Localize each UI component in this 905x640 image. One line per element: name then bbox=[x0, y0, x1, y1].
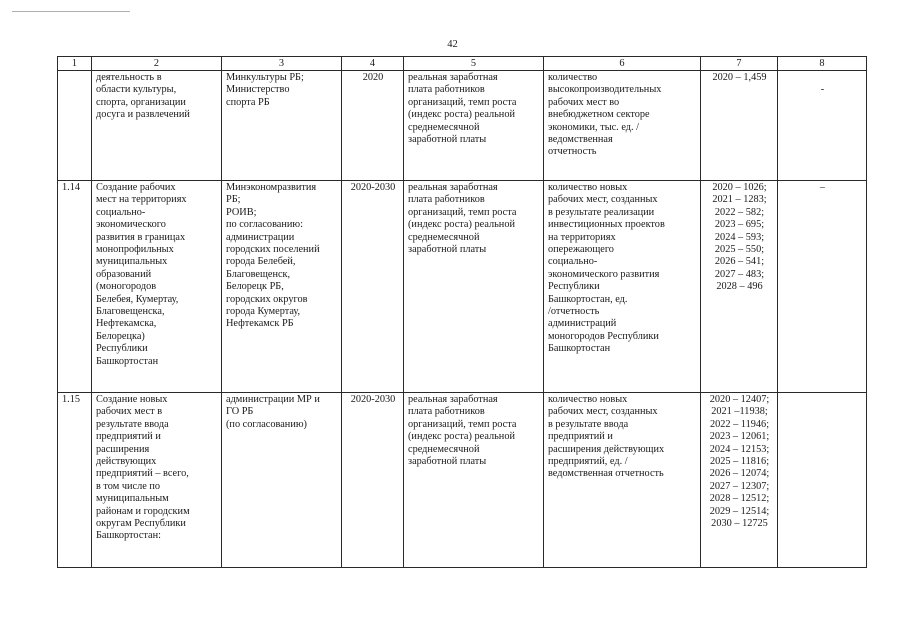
item-number-cell: 1.15 bbox=[58, 393, 92, 568]
indicator-cell-line: (индекс роста) реальной bbox=[408, 431, 515, 443]
executors-cell-line: спорта РБ bbox=[226, 96, 270, 108]
target-values-cell-line: 2021 – 1283; bbox=[712, 194, 767, 206]
measure-cell-line: Республики bbox=[548, 281, 600, 293]
executors-cell-line: города Белебей, bbox=[226, 256, 296, 268]
activity-cell-line: Нефтекамска, bbox=[96, 318, 157, 330]
indicator-cell-line: заработной платы bbox=[408, 244, 487, 256]
activity-cell-line: мест на территориях bbox=[96, 194, 187, 206]
indicator-cell-line: организаций, темп роста bbox=[408, 418, 517, 430]
executors-cell bbox=[222, 393, 342, 568]
activity-cell-line: образований bbox=[96, 268, 152, 280]
activity-cell-line: в том числе по bbox=[96, 480, 161, 492]
target-values-cell-line: 2020 – 1026; bbox=[712, 182, 767, 193]
column-header: 3 bbox=[222, 57, 342, 71]
activity-cell-line: муниципальных bbox=[96, 256, 168, 268]
target-values-cell-line: 2029 – 12514; bbox=[709, 505, 770, 517]
measure-cell-line: экономического развития bbox=[548, 268, 660, 280]
table-header-row bbox=[58, 57, 867, 71]
measure-cell-line: инвестиционных проектов bbox=[548, 219, 665, 231]
indicator-cell-line: среднемесячной bbox=[408, 231, 480, 243]
activity-cell-line: Белебея, Кумертау, bbox=[96, 293, 179, 305]
table-row bbox=[58, 393, 867, 568]
target-values-cell-line: 2028 – 496 bbox=[716, 281, 763, 293]
period-cell: 2020-2030 bbox=[342, 181, 404, 393]
measures-table bbox=[57, 56, 867, 568]
target-values-cell-line: 2026 – 541; bbox=[714, 256, 765, 268]
indicator-cell-line: плата работников bbox=[408, 194, 485, 206]
note-cell bbox=[778, 393, 867, 568]
target-values-cell-line: 2026 – 12074; bbox=[709, 468, 770, 480]
period-cell: 2020 bbox=[342, 71, 404, 181]
period-cell: 2020-2030 bbox=[342, 393, 404, 568]
measure-cell-line: расширения действующих bbox=[548, 443, 665, 455]
activity-cell-line: муниципальным bbox=[96, 493, 169, 505]
measure-cell-line: Башкортостан bbox=[548, 343, 611, 355]
target-values-cell-line: 2023 – 12061; bbox=[709, 431, 770, 443]
indicator-cell-line: среднемесячной bbox=[408, 443, 480, 455]
activity-cell bbox=[92, 181, 222, 393]
executors-cell-line: администрации bbox=[226, 231, 295, 243]
executors-cell-line: Нефтекамск РБ bbox=[226, 318, 294, 330]
indicator-cell-line: плата работников bbox=[408, 406, 485, 418]
activity-cell-line: экономического bbox=[96, 219, 166, 231]
measure-cell-line: экономики, тыс. ед. / bbox=[548, 121, 640, 133]
measure-cell-line: Башкортостан, ед. bbox=[548, 293, 628, 305]
target-values-cell-line: 2023 – 695; bbox=[714, 219, 765, 231]
indicator-cell-line: (индекс роста) реальной bbox=[408, 219, 515, 231]
column-header: 4 bbox=[342, 57, 404, 71]
executors-cell bbox=[222, 181, 342, 393]
measure-cell-line: количество новых bbox=[548, 182, 628, 193]
target-values-cell-line: 2030 – 12725 bbox=[711, 518, 768, 530]
indicator-cell-line: реальная заработная bbox=[408, 182, 498, 193]
target-values-cell-line: 2020 – 12407; bbox=[709, 394, 770, 405]
target-values-cell-line: 2022 – 582; bbox=[714, 206, 765, 218]
target-values-cell-line: 2024 – 593; bbox=[714, 231, 765, 243]
activity-cell-line: деятельность в bbox=[96, 72, 162, 83]
executors-cell-line: РОИВ; bbox=[226, 206, 257, 218]
measure-cell-line: количество bbox=[548, 72, 598, 83]
measure-cell-line: в результате ввода bbox=[548, 418, 629, 430]
activity-cell-line: Республики bbox=[96, 343, 148, 355]
activity-cell-line: Создание рабочих bbox=[96, 182, 176, 193]
executors-cell-line: города Кумертау, bbox=[226, 306, 301, 318]
measure-cell-line: в результате реализации bbox=[548, 206, 655, 218]
item-number-cell bbox=[58, 71, 92, 181]
note-cell bbox=[778, 71, 867, 181]
activity-cell-line: Создание новых bbox=[96, 394, 168, 405]
measure-cell bbox=[544, 393, 701, 568]
measure-cell-line: внебюджетном секторе bbox=[548, 109, 650, 121]
executors-cell-line: (по согласованию) bbox=[226, 418, 307, 430]
indicator-cell-line: организаций, темп роста bbox=[408, 206, 517, 218]
activity-cell-line: социально- bbox=[96, 206, 146, 218]
activity-cell-line: (моногородов bbox=[96, 281, 157, 293]
measure-cell-line: предприятий и bbox=[548, 431, 613, 443]
scan-mark-line bbox=[12, 11, 130, 12]
measure-cell-line: предприятий, ед. / bbox=[548, 456, 628, 468]
executors-cell-line: администрации МР и bbox=[226, 394, 320, 405]
activity-cell-line: области культуры, bbox=[96, 84, 177, 96]
indicator-cell-line: реальная заработная bbox=[408, 72, 498, 83]
target-values-cell-line: 2021 –11938; bbox=[711, 406, 768, 418]
column-header: 7 bbox=[701, 57, 778, 71]
activity-cell-line: предприятий – всего, bbox=[96, 468, 189, 480]
indicator-cell-line: реальная заработная bbox=[408, 394, 498, 405]
measure-cell-line: опережающего bbox=[548, 244, 614, 256]
measure-cell-line: ведомственная отчетность bbox=[548, 468, 664, 480]
column-header: 2 bbox=[92, 57, 222, 71]
activity-cell bbox=[92, 71, 222, 181]
target-values-cell-line: 2020 – 1,459 bbox=[712, 72, 767, 83]
table-row bbox=[58, 181, 867, 393]
activity-cell-line: спорта, организации bbox=[96, 96, 186, 108]
indicator-cell bbox=[404, 393, 544, 568]
note-text: - bbox=[820, 84, 825, 95]
activity-cell-line: монопрофильных bbox=[96, 244, 174, 256]
measure-cell-line: моногородов Республики bbox=[548, 330, 659, 342]
target-values-cell-line: 2025 – 550; bbox=[714, 244, 765, 256]
target-values-cell-line: 2024 – 12153; bbox=[709, 443, 770, 455]
indicator-cell-line: плата работников bbox=[408, 84, 485, 96]
indicator-cell bbox=[404, 71, 544, 181]
measure-cell-line: рабочих мест во bbox=[548, 96, 620, 108]
measure-cell-line: социально- bbox=[548, 256, 598, 268]
column-header: 6 bbox=[544, 57, 701, 71]
executors-cell-line: по согласованию: bbox=[226, 219, 303, 231]
target-values-cell-line: 2027 – 12307; bbox=[709, 480, 770, 492]
measure-cell-line: отчетность bbox=[548, 146, 597, 158]
activity-cell-line: действующих bbox=[96, 456, 157, 468]
column-header: 5 bbox=[404, 57, 544, 71]
column-header: 1 bbox=[58, 57, 92, 71]
target-values-cell-line: 2027 – 483; bbox=[714, 268, 765, 280]
note-cell bbox=[778, 181, 867, 393]
activity-cell-line: развития в границах bbox=[96, 231, 186, 243]
measure-cell-line: высокопроизводительных bbox=[548, 84, 662, 96]
measure-cell-line: рабочих мест, созданных bbox=[548, 194, 658, 206]
executors-cell-line: Белорецк РБ, bbox=[226, 281, 284, 293]
column-header: 8 bbox=[778, 57, 867, 71]
measure-cell-line: количество новых bbox=[548, 394, 628, 405]
measure-cell-line: на территориях bbox=[548, 231, 616, 243]
activity-cell-line: Башкортостан bbox=[96, 355, 159, 367]
target-values-cell bbox=[701, 71, 778, 181]
indicator-cell-line: (индекс роста) реальной bbox=[408, 109, 515, 121]
activity-cell-line: Башкортостан: bbox=[96, 530, 161, 542]
activity-cell-line: рабочих мест в bbox=[96, 406, 163, 418]
target-values-cell-line: 2022 – 11946; bbox=[709, 418, 770, 430]
indicator-cell-line: организаций, темп роста bbox=[408, 96, 517, 108]
executors-cell-line: Благовещенск, bbox=[226, 268, 291, 280]
activity-cell-line: досуга и развлечений bbox=[96, 109, 190, 121]
measure-cell-line: рабочих мест, созданных bbox=[548, 406, 658, 418]
page-number: 42 bbox=[447, 39, 458, 50]
activity-cell-line: Благовещенска, bbox=[96, 306, 165, 318]
executors-cell-line: городских округов bbox=[226, 293, 308, 305]
activity-cell-line: расширения bbox=[96, 443, 150, 455]
measure-cell-line: администраций bbox=[548, 318, 617, 330]
indicator-cell-line: среднемесячной bbox=[408, 121, 480, 133]
measure-cell-line: /отчетность bbox=[548, 306, 600, 318]
executors-cell-line: Министерство bbox=[226, 84, 290, 96]
indicator-cell-line: заработной платы bbox=[408, 456, 487, 468]
executors-cell-line: Минэкономразвития bbox=[226, 182, 317, 193]
note-text: – bbox=[819, 182, 826, 193]
activity-cell-line: результате ввода bbox=[96, 418, 169, 430]
executors-cell-line: Минкультуры РБ; bbox=[226, 72, 304, 83]
activity-cell-line: предприятий и bbox=[96, 431, 161, 443]
executors-cell-line: РБ; bbox=[226, 194, 241, 206]
target-values-cell-line: 2025 – 11816; bbox=[709, 456, 770, 468]
table-row bbox=[58, 71, 867, 181]
target-values-cell-line: 2028 – 12512; bbox=[709, 493, 770, 505]
item-number-cell: 1.14 bbox=[58, 181, 92, 393]
executors-cell-line: городских поселений bbox=[226, 244, 320, 256]
activity-cell-line: районам и городским bbox=[96, 505, 190, 517]
measure-cell bbox=[544, 71, 701, 181]
target-values-cell bbox=[701, 181, 778, 393]
executors-cell-line: ГО РБ bbox=[226, 406, 254, 418]
activity-cell-line: округам Республики bbox=[96, 518, 186, 530]
target-values-cell bbox=[701, 393, 778, 568]
indicator-cell bbox=[404, 181, 544, 393]
measure-cell-line: ведомственная bbox=[548, 134, 613, 146]
measure-cell bbox=[544, 181, 701, 393]
activity-cell-line: Белорецка) bbox=[96, 330, 145, 342]
executors-cell bbox=[222, 71, 342, 181]
activity-cell bbox=[92, 393, 222, 568]
indicator-cell-line: заработной платы bbox=[408, 134, 487, 146]
